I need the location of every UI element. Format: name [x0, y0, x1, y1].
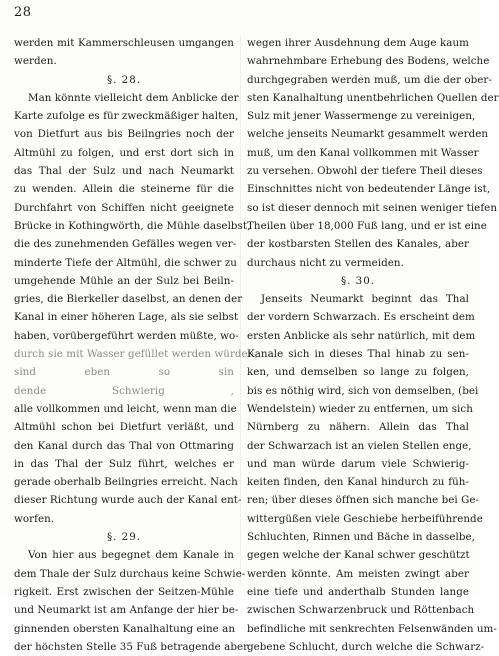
text-line: sten Kanalhaltung unentbehrlichen Quellen der	[247, 91, 499, 104]
text-line: ren; über dieses öffnen sich manche bei Ge-	[247, 494, 480, 507]
text-line: Theilen über 18,000 Fuß lang, und er ist eine	[247, 219, 487, 232]
text-line: werden.	[14, 55, 57, 68]
text-line: Jenseits Neumarkt beginnt das Thal	[261, 293, 469, 306]
text-line: Karte zufolge es für zweckmäßiger halten,	[14, 110, 239, 123]
text-line: werden mit Kammerschleusen umgangen	[14, 37, 234, 49]
text-line: wittergüßen viele Geschiebe herbeiführende	[247, 512, 483, 525]
text-line: welche jenseits Neumarkt gesammelt werden	[247, 128, 489, 141]
text-line: das Thal der Sulz und nach Neumarkt	[14, 165, 234, 178]
text-line: alle vollkommen und leicht, wenn man die	[14, 402, 237, 415]
text-line: gebene Schlucht, durch welche die Schwarz-	[247, 640, 485, 653]
text-line: und Neumarkt ist am Anfange der hier be-	[14, 604, 239, 617]
text-line: Kanal in einer höheren Lage, als sie selbst	[14, 311, 239, 324]
text-line: ken, und demselben so lange zu folgen,	[247, 366, 469, 379]
text-line: der vordern Schwarzach. Es erscheint dem	[247, 311, 475, 324]
text-line: rigkeit. Erst zwischen der Seitzen-Mühle	[14, 585, 234, 598]
text-line: den Kanal durch das Thal von Ottmaring	[14, 439, 234, 452]
text-line: Sulz mit jener Wassermenge zu vereinigen,	[247, 110, 476, 123]
text-line: minderte Tiefe der Altmühl, die schwer zu	[14, 256, 237, 269]
text-line: Durchfahrt von Schiffen nicht geeignete	[14, 201, 234, 214]
left-text-column	[14, 34, 258, 656]
text-line: Altmühl zu folgen, und erst dort sich in	[14, 146, 234, 159]
text-line: Von hier aus begegnet dem Kanale in	[28, 549, 234, 562]
text-line: Man könnte vielleicht dem Anblicke der	[28, 91, 239, 104]
text-line: wegen ihrer Ausdehnung dem Auge kaum	[247, 37, 469, 49]
text-line: so ist dieser dennoch mit seinen weniger tiefen	[247, 201, 498, 214]
text-line: Wendelstein) wieder zu entfernen, um sich	[247, 402, 473, 415]
text-line: Schluchten, Rinnen und Bäche in dasselbe,	[247, 531, 475, 544]
text-line: gegen welche der Kanal schwer geschützt	[247, 549, 470, 562]
text-line: zu versehen. Obwohl der tiefere Theil dieses	[247, 165, 483, 178]
text-line: sind eben so sin	[14, 366, 234, 379]
text-line: Nürnberg zu nähern. Allein das Thal	[247, 421, 469, 434]
text-line: dende Schwierig ,	[14, 384, 234, 397]
text-line: Altmühl schon bei Dietfurt verläßt, und	[14, 421, 234, 434]
text-line: werden könnte. Am meisten zwingt aber	[247, 567, 469, 580]
section-heading: §. 28.	[106, 73, 142, 86]
text-line: von Dietfurt aus bis Beilngries noch der	[14, 128, 234, 141]
text-line: Kanale sich in dieses Thal hinab zu sen-	[247, 348, 469, 361]
text-line: Brücke in Kothingwörth, die Mühle daselbst,	[14, 219, 251, 232]
text-line: Einschnittes nicht von bedeutender Länge ist,	[247, 183, 491, 196]
text-line: zwischen Schwarzenbruck und Röttenbach	[247, 604, 475, 617]
text-line: der kostbarsten Stellen des Kanales, aber	[247, 238, 469, 251]
text-line: in das Thal der Sulz führt, welches er	[14, 457, 234, 470]
right-text-column	[247, 34, 499, 656]
text-line: gries, die Bierkeller daselbst, an denen der	[14, 293, 243, 306]
text-line: eine tiefe und anderthalb Stunden lange	[247, 585, 469, 598]
text-line: gerade oberhalb Beilngries erreicht. Nach	[14, 476, 238, 489]
text-line: ginnenden obersten Kanalhaltung eine an	[14, 622, 236, 635]
text-line: muß, um den Kanal vollkommen mit Wasser	[247, 146, 479, 159]
text-line: haben, vorübergeführt werden müßte, wo-	[14, 329, 239, 342]
column-gutter	[240, 36, 241, 586]
text-line: durch sie mit Wasser gefüllet werden würden,	[14, 348, 258, 361]
text-line: durchaus nicht zu vermeiden.	[247, 256, 404, 269]
text-line: der Schwarzach ist an vielen Stellen enge,	[247, 439, 472, 452]
text-line: dieser Richtung wurde auch der Kanal ent-	[14, 494, 242, 507]
text-line: befindliche mit senkrechten Felsenwänden um-	[247, 622, 497, 635]
text-line: zu wenden. Allein die steinerne für die	[14, 183, 234, 196]
text-line: und man würde darum viele Schwierig-	[247, 457, 469, 470]
text-line: wahrnehmbare Erhebung des Bodens, welche	[247, 55, 490, 68]
text-line: dem Thale der Sulz durchaus keine Schwie-	[14, 567, 246, 580]
section-heading: §. 29.	[106, 531, 142, 544]
text-line: worfen.	[14, 512, 55, 525]
text-line: die des zunehmenden Gefälles wegen ver-	[14, 238, 237, 251]
text-line: ersten Anblicke als sehr natürlich, mit dem	[247, 329, 476, 342]
text-line: bis es nöthig wird, sich von demselben, (bei	[247, 384, 479, 397]
text-line: der höchsten Stelle 35 Fuß betragende aber	[14, 640, 249, 653]
text-line: keiten finden, den Kanal hindurch zu füh-	[247, 476, 469, 489]
page-number: 28	[14, 5, 32, 20]
text-line: durchgegraben werden muß, um die der ober-	[247, 73, 492, 86]
text-line: umgehende Mühle an der Sulz bei Beiln-	[14, 274, 234, 287]
section-heading: §. 30.	[340, 274, 376, 287]
